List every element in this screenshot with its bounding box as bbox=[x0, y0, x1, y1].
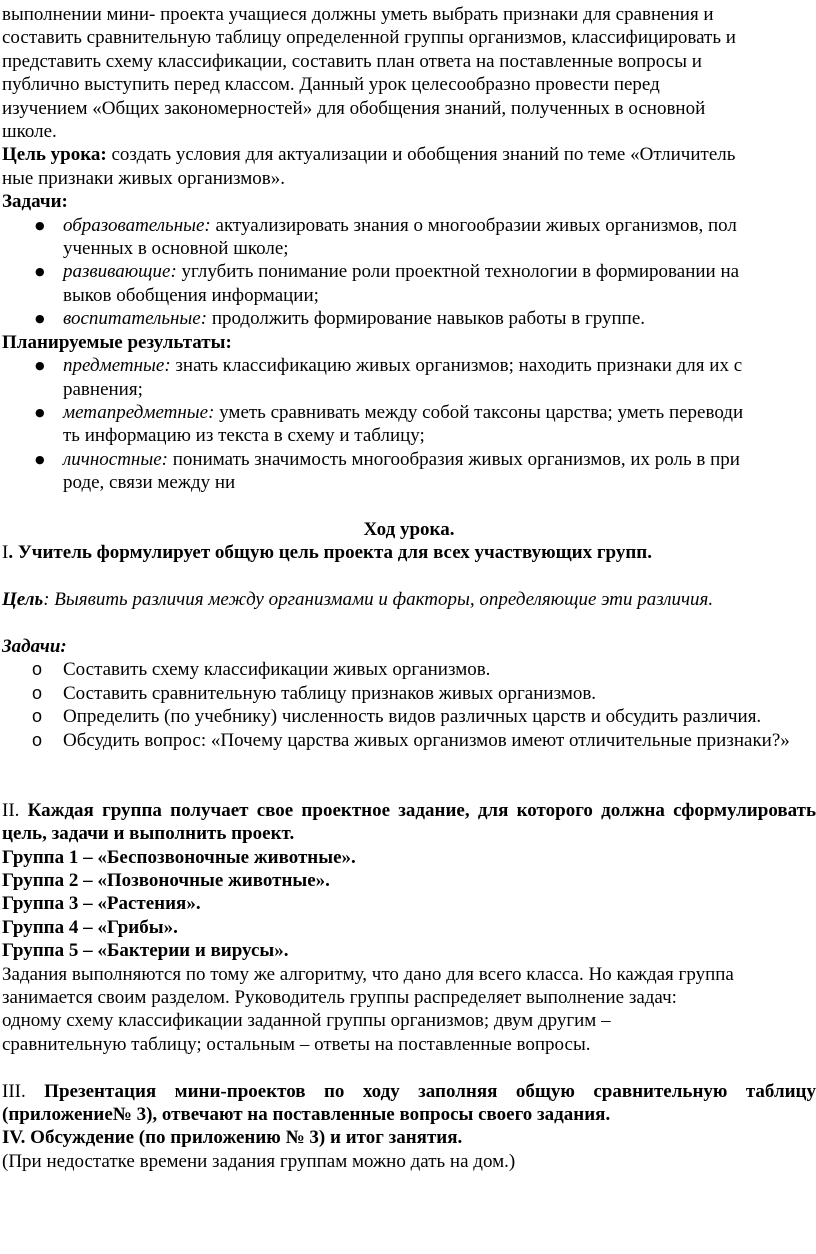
aim-text: : Выявить различия между организмами и факторы, определяющие эти различия. bbox=[43, 589, 714, 611]
item-text: Составить сравнительную таблицу признаков живых организмов. bbox=[63, 682, 597, 704]
list-item bbox=[2, 705, 816, 728]
section-text: Каждая группа получает свое проектное задание, для которого должна сформулировать цель, задачи и выполнить проект. bbox=[2, 799, 816, 845]
lesson-goal bbox=[2, 143, 816, 190]
homework-note: (При недостатке времени задания группам можно дать на дом.) bbox=[2, 1150, 516, 1172]
item-text: знать классификацию живых организмов; находить признаки для их с bbox=[170, 355, 743, 377]
group-item: Группа 2 – «Позвоночные животные». bbox=[2, 869, 330, 891]
section-3 bbox=[2, 1080, 816, 1127]
goal-text: создать условия для актуализации и обобщения знаний по теме «Отличитель bbox=[106, 144, 736, 166]
lesson-aim bbox=[2, 588, 816, 611]
text-line: одному схему классификации заданной группы организмов; двум другим – bbox=[2, 1010, 611, 1032]
tasks-heading: Задачи: bbox=[2, 191, 68, 213]
text-line: Задания выполняются по тому же алгоритму, что дано для всего класса. Но каждая группа bbox=[2, 963, 734, 985]
list-item bbox=[2, 401, 816, 448]
goal-text-continued: ные признаки живых организмов». bbox=[2, 167, 286, 189]
bullet-icon: ● bbox=[35, 405, 45, 419]
item-text: понимать значимость многообразия живых организмов, их роль в при bbox=[167, 448, 740, 470]
text-line: составить сравнительную таблицу определенной группы организмов, классифицировать и bbox=[2, 27, 736, 49]
item-text: продолжить формирование навыков работы в группе. bbox=[207, 308, 646, 330]
item-text-continued: равнения; bbox=[63, 378, 143, 400]
section-text: . Учитель формулирует общую цель проекта для всех участвующих групп. bbox=[8, 542, 652, 564]
section-numeral: I bbox=[2, 542, 9, 564]
list-item bbox=[2, 682, 816, 705]
section-text: Презентация мини-проектов по ходу заполняя общую сравнительную таблицу (приложение№ 3), отвечают на поставленные вопросы своего задания. bbox=[2, 1080, 816, 1125]
section-2 bbox=[2, 799, 816, 846]
item-text-continued: выков обобщения информации; bbox=[63, 284, 319, 306]
text-line: сравнительную таблицу; остальным – ответы на поставленные вопросы. bbox=[2, 1033, 591, 1055]
group-item: Группа 1 – «Беспозвоночные животные». bbox=[2, 846, 356, 868]
circle-bullet-icon: o bbox=[32, 706, 43, 727]
group-item: Группа 4 – «Грибы». bbox=[2, 916, 178, 938]
list-item bbox=[2, 448, 816, 495]
aim-label: Цель bbox=[2, 589, 44, 611]
item-text: Определить (по учебнику) численность видов различных царств и обсудить различия. bbox=[63, 706, 762, 728]
group-item: Группа 3 – «Растения». bbox=[2, 893, 201, 915]
list-item bbox=[2, 260, 816, 307]
lesson-tasks-list bbox=[2, 658, 816, 752]
section-numeral: II. bbox=[2, 799, 20, 821]
text-line: публично выступить перед классом. Данный урок целесообразно провести перед bbox=[2, 74, 660, 96]
lesson-tasks-heading: Задачи: bbox=[2, 635, 67, 657]
list-item bbox=[2, 354, 816, 401]
results-list bbox=[2, 354, 816, 494]
section-numeral: III. bbox=[2, 1080, 26, 1102]
circle-bullet-icon: o bbox=[32, 729, 43, 750]
item-label: воспитательные: bbox=[63, 308, 208, 330]
text-line: занимается своим разделом. Руководитель группы распределяет выполнение задач: bbox=[2, 986, 677, 1008]
bullet-icon: ● bbox=[35, 218, 45, 232]
item-text: Обсудить вопрос: «Почему царства живых организмов имеют отличительные признаки?» bbox=[63, 729, 790, 751]
item-label: развивающие: bbox=[63, 261, 177, 283]
list-item bbox=[2, 729, 816, 752]
bullet-icon: ● bbox=[35, 312, 45, 326]
tasks-list bbox=[2, 214, 816, 331]
text-line: выполнении мини- проекта учащиеся должны уметь выбрать признаки для сравнения и bbox=[2, 4, 714, 25]
intro-paragraph bbox=[2, 3, 816, 143]
groups-list bbox=[2, 846, 816, 963]
circle-bullet-icon: o bbox=[32, 659, 43, 680]
bullet-icon: ● bbox=[35, 359, 45, 373]
list-item bbox=[2, 658, 816, 681]
item-text: углубить понимание роли проектной технологии в формировании на bbox=[176, 261, 740, 283]
item-text: Составить схему классификации живых организмов. bbox=[63, 659, 491, 681]
item-text: уметь сравнивать между собой таксоны царства; уметь переводи bbox=[214, 401, 744, 423]
list-item bbox=[2, 307, 816, 330]
item-text: актуализировать знания о многообразии живых организмов, пол bbox=[210, 214, 737, 236]
bullet-icon: ● bbox=[35, 452, 45, 466]
circle-bullet-icon: o bbox=[32, 682, 43, 703]
results-heading: Планируемые результаты: bbox=[2, 331, 232, 353]
section-1 bbox=[2, 541, 816, 564]
item-text-continued: ученных в основной школе; bbox=[63, 238, 289, 260]
section-4: IV. Обсуждение (по приложению № 3) и итог занятия. bbox=[2, 1127, 463, 1149]
item-label: личностные: bbox=[63, 448, 168, 470]
text-line: представить схему классификации, составить план ответа на поставленные вопросы и bbox=[2, 50, 702, 72]
text-line: изучением «Общих закономерностей» для обобщения знаний, полученных в основной bbox=[2, 97, 706, 119]
text-line: школе. bbox=[2, 121, 57, 143]
group-item: Группа 5 – «Бактерии и вирусы». bbox=[2, 940, 289, 962]
item-label: образовательные: bbox=[63, 214, 211, 236]
lesson-title: Ход урока. bbox=[363, 518, 455, 540]
list-item bbox=[2, 214, 816, 261]
item-label: предметные: bbox=[63, 355, 171, 377]
item-text-continued: роде, связи между ни bbox=[63, 472, 236, 494]
bullet-icon: ● bbox=[35, 265, 45, 279]
group-instructions bbox=[2, 963, 816, 1057]
item-label: метапредметные: bbox=[63, 401, 215, 423]
item-text-continued: ть информацию из текста в схему и таблицу; bbox=[63, 425, 425, 447]
goal-label: Цель урока: bbox=[2, 144, 107, 166]
